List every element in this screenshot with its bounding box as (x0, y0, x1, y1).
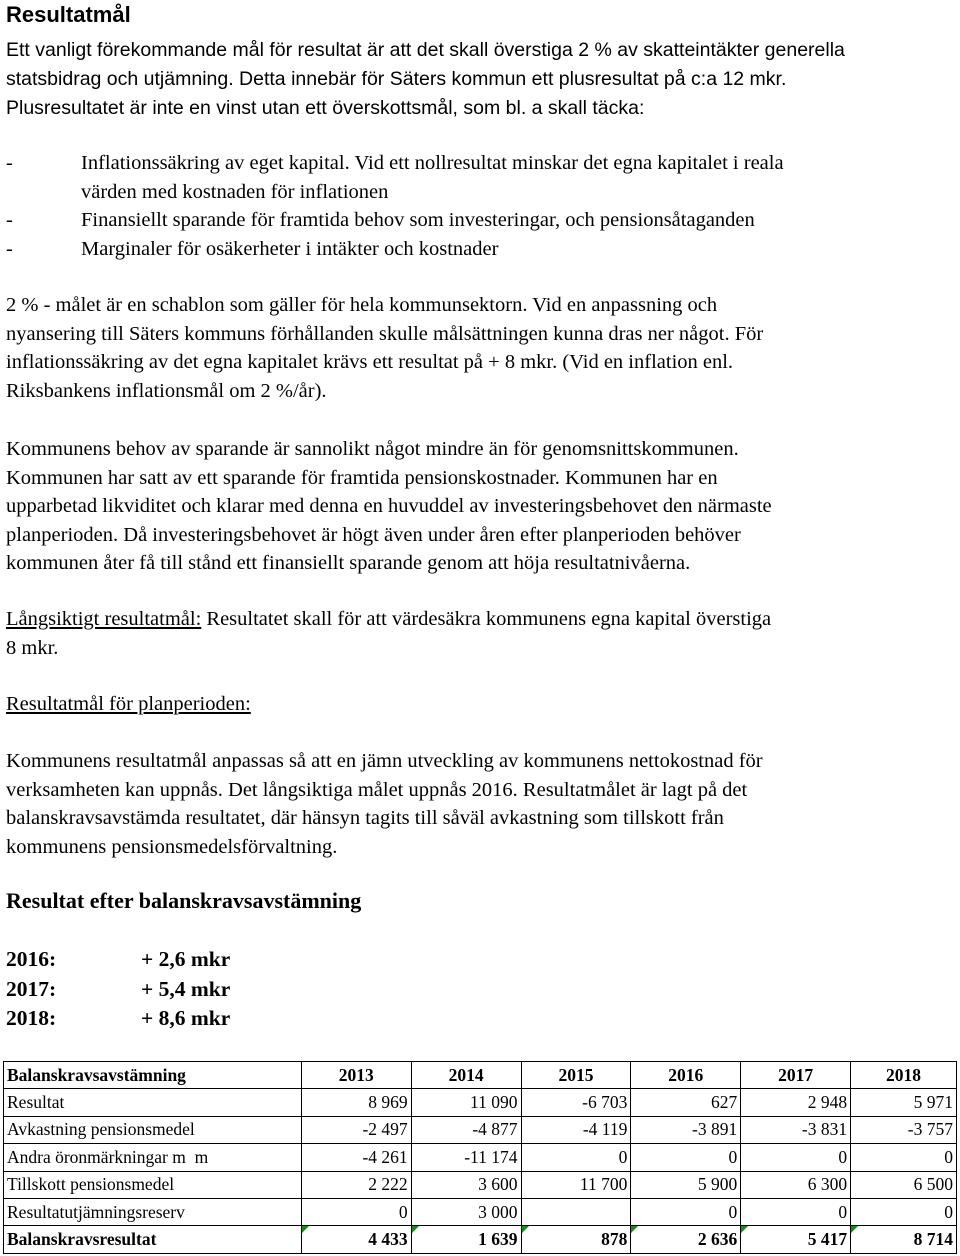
cell-value: 2 636 (697, 1229, 738, 1250)
table-cell (741, 1226, 851, 1253)
table-cell: 0 (521, 1144, 631, 1171)
table-cell: -4 877 (411, 1116, 521, 1143)
table-cell (851, 1226, 957, 1253)
text-line: nyansering till Säters kommuns förhållanden skulle målsättningen kunna dras ner något. För (6, 322, 764, 345)
table-cell: 6 300 (741, 1171, 851, 1198)
text-line: 8 mkr. (6, 636, 59, 659)
list-item (6, 206, 956, 235)
text-line: Plusresultatet är inte en vinst utan ett överskottsmål, som bl. a skall täcka: (6, 97, 645, 119)
result-value: + 8,6 mkr (141, 1006, 231, 1030)
table-cell: -4 261 (301, 1144, 411, 1171)
text-line: värden med kostnaden för inflationen (81, 180, 389, 203)
table-header-cell: 2018 (851, 1062, 957, 1089)
table-cell: 0 (741, 1144, 851, 1171)
table-cell: 0 (631, 1144, 741, 1171)
table-cell: -11 174 (411, 1144, 521, 1171)
result-year: 2016: (6, 947, 57, 971)
plan-period-heading (6, 690, 956, 719)
table-cell: 0 (301, 1198, 411, 1225)
result-year: 2018: (6, 1006, 57, 1030)
table-row (4, 1198, 957, 1225)
text-line: upparbetad likviditet och klarar med denna en huvuddel av investeringsbehovet den närmaste (6, 495, 772, 517)
table-header-cell: 2015 (521, 1062, 631, 1089)
cell-value: 1 639 (478, 1229, 518, 1250)
text-line: verksamheten kan uppnås. Det långsiktiga målet uppnås 2016. Resultatmålet är lagt på det (6, 778, 748, 801)
balance-table (3, 1061, 957, 1254)
table-cell: 627 (631, 1089, 741, 1116)
table-row (4, 1171, 957, 1198)
table-cell (631, 1226, 741, 1253)
table-cell: 0 (851, 1198, 957, 1225)
long-term-goal-label: Långsiktigt resultatmål: (6, 608, 202, 630)
result-row (6, 945, 230, 975)
table-cell: -3 891 (631, 1116, 741, 1143)
table-cell: 0 (631, 1198, 741, 1225)
result-value: + 5,4 mkr (141, 976, 231, 1001)
result-row (6, 975, 230, 1005)
results-heading: Resultat efter balanskravsavstämning (6, 888, 362, 913)
formula-marker-icon (302, 1226, 309, 1233)
result-year: 2017: (6, 976, 57, 1001)
table-cell: -3 757 (851, 1116, 957, 1143)
text-line: planperioden. Då investeringsbehovet är högt även under åren efter planperioden behöver (6, 523, 741, 546)
table-row-total (4, 1226, 957, 1253)
list-item (6, 149, 956, 206)
text-line: inflationssäkring av det egna kapitalet krävs ett resultat på + 8 mkr. (Vid en inflation enl. (6, 351, 734, 373)
table-cell: 3 000 (411, 1198, 521, 1225)
table-cell (411, 1226, 521, 1253)
table-header-cell: Balanskravsavstämning (4, 1062, 302, 1089)
row-label: Resultatutjämningsreserv (4, 1198, 302, 1225)
text-line: Finansiellt sparande för framtida behov som investeringar, och pensionsåtaganden (81, 209, 755, 231)
table-cell: -2 497 (301, 1116, 411, 1143)
row-label: Balanskravsresultat (4, 1226, 302, 1253)
row-label: Andra öronmärkningar m m (4, 1144, 302, 1171)
text-line: kommunens pensionsmedelsförvaltning. (6, 835, 338, 858)
table-header-cell: 2014 (411, 1062, 521, 1089)
table-header-cell: 2016 (631, 1062, 741, 1089)
result-value: + 2,6 mkr (141, 947, 231, 971)
text-line: Riksbankens inflationsmål om 2 %/år). (6, 379, 327, 402)
results-list (6, 945, 230, 1034)
table-cell: 5 900 (631, 1171, 741, 1198)
table-cell: 2 222 (301, 1171, 411, 1198)
text-line: Marginaler för osäkerheter i intäkter och kostnader (81, 237, 499, 260)
text-line: Resultatet skall för att värdesäkra kommunens egna kapital överstiga (201, 608, 772, 630)
table-header-cell: 2013 (301, 1062, 411, 1089)
text-line: 2 % - målet är en schablon som gäller för hela kommunsektorn. Vid en anpassning och (6, 294, 718, 316)
bullet-dash: - (6, 237, 13, 260)
table-cell: 6 500 (851, 1171, 957, 1198)
table-cell: -6 703 (521, 1089, 631, 1116)
paragraph-plan-period (6, 747, 956, 861)
table-cell (521, 1226, 631, 1253)
page-title: Resultatmål (6, 2, 131, 27)
table-header-cell: 2017 (741, 1062, 851, 1089)
table-cell (301, 1226, 411, 1253)
table-cell: 11 090 (411, 1089, 521, 1116)
bullet-list (6, 149, 956, 263)
table-cell: 2 948 (741, 1089, 851, 1116)
bullet-dash: - (6, 152, 13, 174)
bullet-dash: - (6, 209, 13, 231)
result-row (6, 1004, 230, 1034)
text-line: Kommunens behov av sparande är sannolikt något mindre än för genomsnittskommunen. (6, 438, 739, 460)
table-cell: 8 969 (301, 1089, 411, 1116)
text-line: balanskravsavstämda resultatet, där hänsyn tagits till såväl avkastning som tillskott från (6, 807, 724, 829)
paragraph-schablon (6, 291, 956, 405)
table-cell: -4 119 (521, 1116, 631, 1143)
formula-marker-icon (631, 1226, 638, 1233)
row-label: Tillskott pensionsmedel (4, 1171, 302, 1198)
table-row (4, 1089, 957, 1116)
table-cell: -3 831 (741, 1116, 851, 1143)
table-cell (521, 1198, 631, 1225)
table-cell: 5 971 (851, 1089, 957, 1116)
row-label: Resultat (4, 1089, 302, 1116)
table-cell: 11 700 (521, 1171, 631, 1198)
table-row (4, 1144, 957, 1171)
paragraph-long-term-goal (6, 605, 956, 662)
list-item (6, 235, 956, 264)
table-cell: 0 (741, 1198, 851, 1225)
text-line: Inflationssäkring av eget kapital. Vid ett nollresultat minskar det egna kapitalet i reala (81, 152, 784, 174)
cell-value: 8 714 (913, 1229, 953, 1250)
intro-paragraph (6, 36, 956, 123)
table-header-row (4, 1062, 957, 1089)
table-cell: 3 600 (411, 1171, 521, 1198)
paragraph-sparande (6, 435, 956, 578)
cell-value: 4 433 (368, 1229, 408, 1250)
formula-marker-icon (522, 1226, 529, 1233)
plan-period-label: Resultatmål för planperioden: (6, 693, 251, 715)
cell-value: 878 (601, 1229, 628, 1250)
formula-marker-icon (851, 1226, 858, 1233)
table-cell: 0 (851, 1144, 957, 1171)
cell-value: 5 417 (807, 1229, 848, 1250)
table-row (4, 1116, 957, 1143)
text-line: Ett vanligt förekommande mål för resultat är att det skall överstiga 2 % av skatteintäkter generella (6, 39, 845, 61)
formula-marker-icon (741, 1226, 748, 1233)
formula-marker-icon (412, 1226, 419, 1233)
row-label: Avkastning pensionsmedel (4, 1116, 302, 1143)
text-line: Kommunen har satt av ett sparande för framtida pensionskostnader. Kommunen har en (6, 466, 718, 489)
text-line: Kommunens resultatmål anpassas så att en jämn utveckling av kommunens nettokostnad för (6, 750, 763, 772)
text-line: statsbidrag och utjämning. Detta innebär för Säters kommun ett plusresultat på c:a 12 mkr. (6, 68, 787, 90)
text-line: kommunen åter få till stånd ett finansiellt sparande genom att höja resultatnivåerna. (6, 552, 691, 574)
